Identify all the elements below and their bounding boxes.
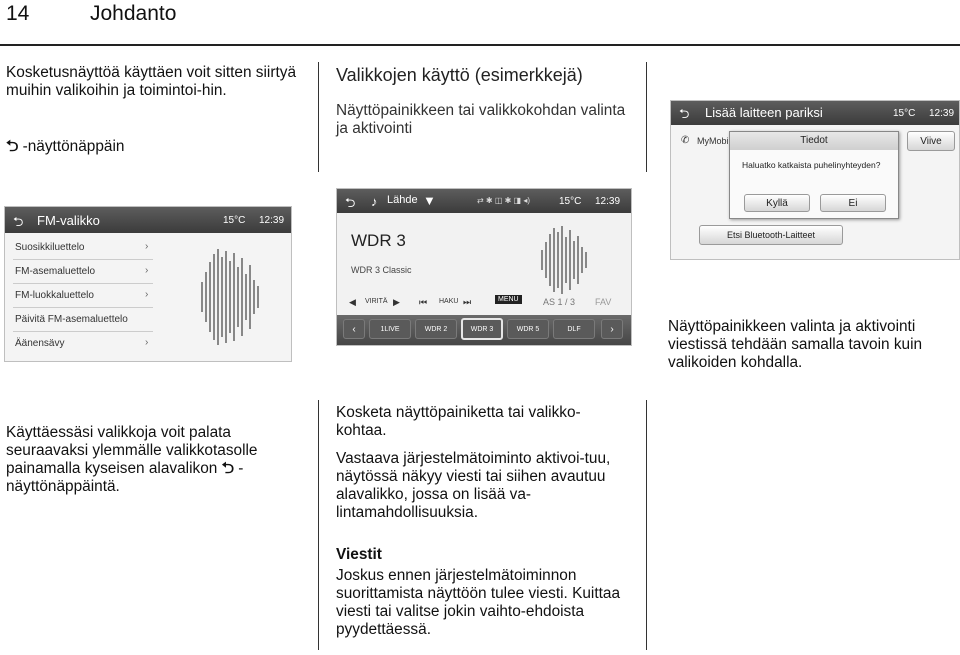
preset-button[interactable]: 1LIVE	[369, 319, 411, 339]
section-heading: Valikkojen käyttö (esimerkkejä)	[336, 65, 583, 85]
radio-screenshot	[318, 172, 648, 392]
menu-divider	[13, 259, 153, 260]
column-divider-left-lower	[318, 400, 319, 650]
left-paragraph-2	[6, 424, 306, 496]
seek-forward-icon[interactable]: ⏭	[463, 297, 472, 307]
back-arrow-icon: ⮌	[6, 138, 19, 155]
preset-prev-button[interactable]: ‹	[343, 319, 365, 339]
menu-item-tone[interactable]: Äänensävy	[15, 338, 65, 349]
clock: 12:39	[929, 108, 955, 119]
menu-item-category-list[interactable]: FM-luokkaluettelo	[15, 290, 94, 301]
dialog-message: Haluatko katkaista puhelinyhteyden?	[742, 160, 881, 170]
chevron-right-icon: ›	[145, 265, 149, 276]
column-divider-right	[646, 62, 647, 172]
chevron-right-icon: ›	[145, 337, 149, 348]
bt-title-bar	[671, 101, 959, 125]
chapter-title: Johdanto	[90, 2, 177, 25]
seek-label: HAKU	[439, 298, 459, 305]
temperature: 15°C	[893, 108, 916, 119]
left-paragraph-1-text: Kosketusnäyttöä käyttäen voit sitten siirtyä muihin valikoihin ja toimintoi-hin.	[6, 64, 297, 99]
middle-paragraph-2: Vastaava järjestelmätoiminto aktivoi-tuu, näytössä näkyy viesti tai siihen avautuu alavalikko, jossa on lisää va-lintamahdollisuuksia.	[336, 450, 611, 521]
bt-title: Lisää laitteen pariksi	[705, 105, 823, 120]
music-note-icon: ♪	[371, 194, 378, 209]
left-paragraph-2-text: Käyttäessäsi valikkoja voit palata seuraavaksi ylemmälle valikkotasolle painamalla kyseisen alavalikon	[6, 424, 258, 477]
preset-bar	[337, 315, 631, 345]
delay-button[interactable]: Viive	[907, 131, 955, 151]
back-button-label	[6, 138, 298, 156]
middle-paragraph-3: Joskus ennen järjestelmätoiminnon suorittamista näyttöön tulee viesti. Kuittaa viesti tai valitse jokin vaihto-ehdoista pyydettäessä.	[336, 567, 621, 638]
tune-left-icon[interactable]: ◀	[349, 297, 356, 307]
column-divider-right-lower	[646, 400, 647, 650]
no-button[interactable]: Ei	[820, 194, 886, 212]
preset-button-selected[interactable]: WDR 3	[461, 318, 503, 340]
right-caption: Näyttöpainikkeen valinta ja aktivointi viestissä tehdään samalla tavoin kuin valikoiden kohdalla.	[668, 318, 923, 371]
autostore-label[interactable]: AS 1 / 3	[543, 297, 576, 307]
clock: 12:39	[595, 196, 621, 207]
page-number: 14	[6, 2, 30, 25]
station-name: WDR 3	[351, 231, 406, 250]
dialog-title: Tiedot	[730, 132, 898, 150]
source-label[interactable]: Lähde	[387, 194, 418, 206]
info-dialog	[729, 131, 899, 219]
status-icons: ⇄ ✱ ◫ ✱ ◨ ◂)	[477, 196, 531, 205]
preset-button[interactable]: DLF	[553, 319, 595, 339]
menu-item-station-list[interactable]: FM-asemaluettelo	[15, 266, 96, 277]
section-subheading: Näyttöpainikkeen tai valikkokohdan valinta ja aktivointi	[336, 102, 626, 137]
back-arrow-icon[interactable]: ⮌	[679, 106, 690, 121]
phone-icon: ✆	[681, 135, 690, 146]
menu-divider	[13, 307, 153, 308]
column-divider-left	[318, 62, 319, 172]
back-arrow-icon[interactable]: ⮌	[13, 214, 24, 229]
back-button-label-text: -näyttönäppäin	[22, 138, 125, 155]
menu-item-favourites[interactable]: Suosikkiluettelo	[15, 242, 85, 253]
chevron-right-icon: ›	[145, 241, 149, 252]
fav-label[interactable]: FAV	[595, 297, 612, 307]
fm-title: FM-valikko	[37, 213, 100, 228]
radio-screen	[336, 188, 632, 346]
menu-divider	[13, 331, 153, 332]
menu-button[interactable]: MENU	[495, 295, 522, 304]
device-name[interactable]: MyMobi	[697, 136, 729, 146]
tune-right-icon[interactable]: ▶	[393, 297, 400, 307]
waveform-graphic	[201, 247, 259, 347]
clock: 12:39	[259, 215, 285, 226]
preset-button[interactable]: WDR 2	[415, 319, 457, 339]
radio-top-bar	[337, 189, 631, 213]
seek-back-icon[interactable]: ⏮	[419, 297, 428, 307]
yes-button[interactable]: Kyllä	[744, 194, 810, 212]
menu-item-update-list[interactable]: Päivitä FM-asemaluettelo	[15, 314, 128, 325]
preset-button[interactable]: WDR 5	[507, 319, 549, 339]
back-arrow-icon[interactable]: ⮌	[345, 195, 356, 210]
tune-label: VIRITÄ	[365, 298, 388, 305]
messages-heading: Viestit	[336, 546, 382, 563]
chevron-down-icon: ▼	[423, 193, 436, 208]
menu-divider	[13, 283, 153, 284]
left-paragraph-1	[6, 64, 298, 100]
left-paragraph-2-tail: -näyttönäppäintä.	[6, 460, 244, 495]
fm-title-bar	[5, 207, 291, 233]
header-divider	[0, 44, 960, 46]
bluetooth-dialog-screenshot	[664, 62, 960, 272]
fm-screen	[4, 206, 292, 362]
temperature: 15°C	[559, 196, 582, 207]
temperature: 15°C	[223, 215, 246, 226]
search-bluetooth-button[interactable]: Etsi Bluetooth-Laitteet	[699, 225, 843, 245]
preset-next-button[interactable]: ›	[601, 319, 623, 339]
waveform-graphic	[541, 225, 587, 295]
station-subtitle: WDR 3 Classic	[351, 265, 412, 275]
bluetooth-screen	[670, 100, 960, 260]
middle-paragraph-1: Kosketa näyttöpainiketta tai valikko-kohtaa.	[336, 404, 581, 439]
back-arrow-icon: ⮌	[221, 460, 234, 477]
chevron-right-icon: ›	[145, 289, 149, 300]
fm-menu-screenshot	[0, 168, 298, 400]
